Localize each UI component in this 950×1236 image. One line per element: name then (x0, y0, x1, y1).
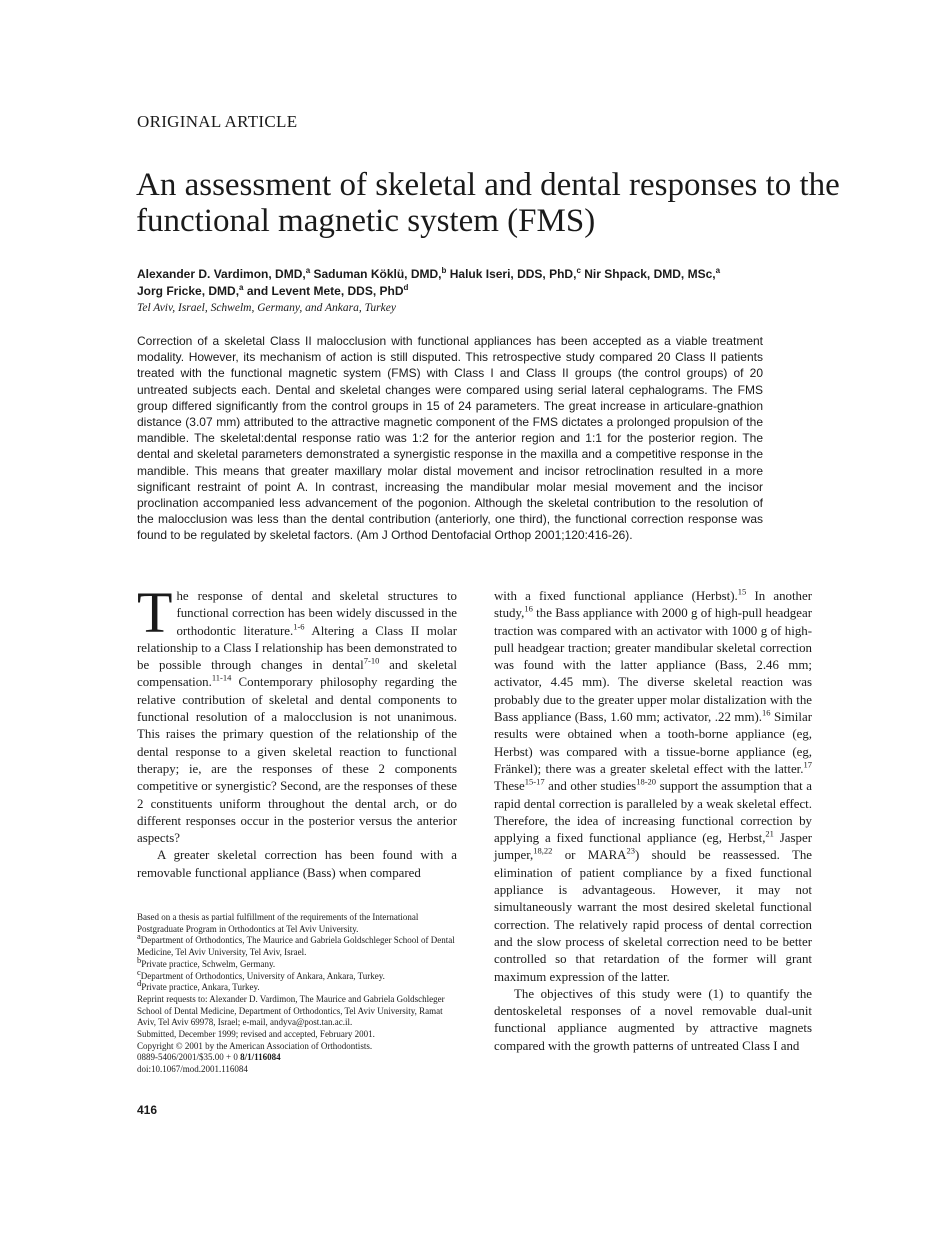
footnote (137, 966, 459, 983)
abstract: Correction of a skeletal Class II malocclusion with functional appliances has been accepted as a viable treatment modality. However, its mechanism of action is still disputed. This retrospective study compared 20 Class II patients treated with the functional magnetic system (FMS) with Class I and Class II groups (the control groups) of 20 untreated subjects each. Dental and skeletal changes were compared using serial lateral cephalograms. The FMS group differed significantly from the control groups in 15 of 24 parameters. The great increase in articulare-gnathion distance (3.07 mm) attributed to the attractive magnetic component of the FMS dictates a prolonged propulsion of the mandible. The skeletal:dental response ratio was 1:2 for the anterior region and 1:1 for the posterior region. The dental and skeletal parameters demonstrated a synergistic response in the maxilla and a competitive response in the mandible. This means that greater maxillary molar distal movement and incisor retroclination resulted in a more significant restraint of point A. In contrast, increasing the mandibular molar mesial movement and the incisor proclination accompanied less advancement of the pogonion. Although the skeletal contribution to the resolution of the malocclusion was less than the dental contribution (anteriorly, one third), the functional correction response was found to be regulated by skeletal factors. (Am J Orthod Dentofacial Orthop 2001;120:416-26). (137, 334, 763, 543)
text-run: In another study, (494, 589, 813, 621)
text-run: he response of dental and skeletal structures to functional correction has been widely discussed in the orthodontic literature. (176, 589, 457, 638)
footnote-text: Private practice, Ankara, Turkey. (141, 982, 260, 993)
citation: 15-17 (524, 776, 545, 787)
citation: 7-10 (363, 655, 380, 666)
author-list (137, 266, 817, 300)
footnote-text: Department of Orthodontics, University of Ankara, Ankara, Turkey. (140, 970, 385, 981)
citation: 23 (626, 846, 635, 857)
drop-cap: T (137, 580, 173, 645)
citation: 18,22 (533, 846, 553, 857)
body-paragraph (137, 580, 457, 847)
author-name: and Levent Mete, DDS, PhD (243, 284, 404, 298)
issn-line (137, 1052, 459, 1064)
section-label: ORIGINAL ARTICLE (137, 112, 298, 131)
author-affil-mark: b (441, 266, 447, 275)
body-column-right (494, 588, 812, 1055)
text-run: ) should be reassessed. The elimination of patient compliance by a fixed functional appliance is advantageous. However, it may not simultaneously warrant the most desired skeletal functional correction. The relatively rapid process of dental correction and the slow process of skeletal correction need to be better controlled so that retardation of the former will grant maximum expression of the latter. (494, 848, 812, 984)
author-name: Alexander D. Vardimon, DMD, (137, 267, 306, 281)
reprint-requests: Reprint requests to: Alexander D. Vardimon, The Maurice and Gabriela Goldschleger School of Dental Medicine, Department of Orthodontics, Tel Aviv University, Ramat Aviv, Tel Aviv 69978, Israel; e-mail, andyva@post.tan.ac.il. (137, 993, 445, 1028)
author-affil-mark: a (305, 266, 311, 275)
issn: 0889-5406/2001/$35.00 + 0 (137, 1052, 241, 1063)
text-run: These (494, 779, 525, 794)
citation: 16 (524, 604, 533, 614)
submission-dates: Submitted, December 1999; revised and accepted, February 2001. (137, 1029, 375, 1040)
citation: 17 (803, 759, 812, 770)
author-affiliation: Tel Aviv, Israel, Schwelm, Germany, and Ankara, Turkey (137, 302, 396, 314)
text-run: support the assumption that a rapid dental correction is paralleled by a weak skeletal effect. Therefore, the idea of increasing functional correction by applying a fixed functional appliance (eg, Herbst, (494, 779, 813, 846)
doi: doi:10.1067/mod.2001.116084 (137, 1064, 248, 1075)
footnote (137, 931, 459, 958)
citation: 16 (762, 707, 771, 718)
body-paragraph: A greater skeletal correction has been found with a removable functional appliance (Bass) when compared (137, 848, 457, 880)
footnote-mark: c (137, 966, 141, 977)
footnote-mark: b (137, 954, 142, 965)
page-number: 416 (137, 1103, 158, 1117)
footnote (137, 954, 459, 971)
body-paragraph (494, 588, 812, 986)
body-column-left (137, 580, 457, 882)
author-name: Jorg Fricke, DMD, (137, 284, 240, 298)
text-run: Jasper jumper, (494, 831, 812, 863)
copyright: Copyright © 2001 by the American Association of Orthodontists. (137, 1040, 373, 1051)
text-run: Altering a Class II molar relationship to a Class I relationship has been demonstrated to be possible through changes in dental (137, 623, 457, 673)
citation: 1-6 (293, 621, 305, 632)
text-run: Contemporary philosophy regarding the relative contribution of skeletal and dental components to functional resolution of a malocclusion is not unanimous. This raises the primary question of the relationship of the dental response to a given skeletal reaction to functional therapy; ie, are the responses of these 2 components competitive or synergistic? Second, are the responses of these 2 constituents uniform throughout the dental arch, or do different responses occur in the posterior versus the anterior aspects? (137, 675, 457, 846)
citation: 15 (737, 586, 747, 597)
text-run: and skeletal compensation. (137, 658, 457, 690)
author-affil-mark: c (576, 266, 581, 275)
text-run: or MARA (552, 848, 627, 863)
text-run: the Bass appliance with 2000 g of high-pull headgear traction was compared with an activator with 1000 g of high-pull headgear traction; greater mandibular skeletal correction was found with the latter appliance (Bass, 2.46 mm; activator, 4.45 mm). The diverse skeletal reaction was probably due to the greater upper molar distalization with the Bass appliance (Bass, 1.60 mm; activator, .22 mm). (494, 606, 812, 725)
footnote-mark: a (137, 931, 141, 942)
footnote (137, 978, 459, 994)
author-name: Haluk Iseri, DDS, PhD, (446, 267, 577, 281)
footnotes (137, 912, 459, 1076)
citation: 11-14 (211, 673, 232, 684)
text-run: with a fixed functional appliance (Herbst). (494, 589, 738, 603)
footnote: Based on a thesis as partial fulfillment of the requirements of the International Postgraduate Program in Orthodontics at Tel Aviv University. (137, 912, 419, 934)
article-title: An assessment of skeletal and dental responses to the functional magnetic system (FMS) (136, 167, 840, 239)
author-name: Nir Shpack, DMD, MSc, (580, 267, 716, 281)
citation: 21 (765, 828, 774, 839)
author-affil-mark: d (403, 283, 409, 292)
article-code: 8/1/116084 (240, 1052, 281, 1063)
author-name: Saduman Köklü, DMD, (310, 267, 442, 281)
footnote-mark: d (137, 978, 142, 989)
citation: 18-20 (636, 776, 657, 787)
text-run: and other studies (544, 779, 637, 794)
author-affil-mark: a (715, 266, 721, 275)
footnote-text: Department of Orthodontics, The Maurice and Gabriela Goldschleger School of Dental Medicine, Tel Aviv University, Tel Aviv, Israel. (137, 935, 455, 958)
body-paragraph: The objectives of this study were (1) to quantify the dentoskeletal responses of a novel removable dual-unit functional appliance augmented by attractive magnets compared with the growth patterns of untreated Class I and (494, 986, 812, 1053)
footnote-text: Private practice, Schwelm, Germany. (141, 958, 276, 969)
text-run: Similar results were obtained when a tooth-borne appliance (eg, Herbst) was compared with a tissue-borne appliance (eg, Fränkel); there was a greater skeletal effect with the latter. (494, 710, 812, 776)
author-affil-mark: a (239, 283, 244, 292)
